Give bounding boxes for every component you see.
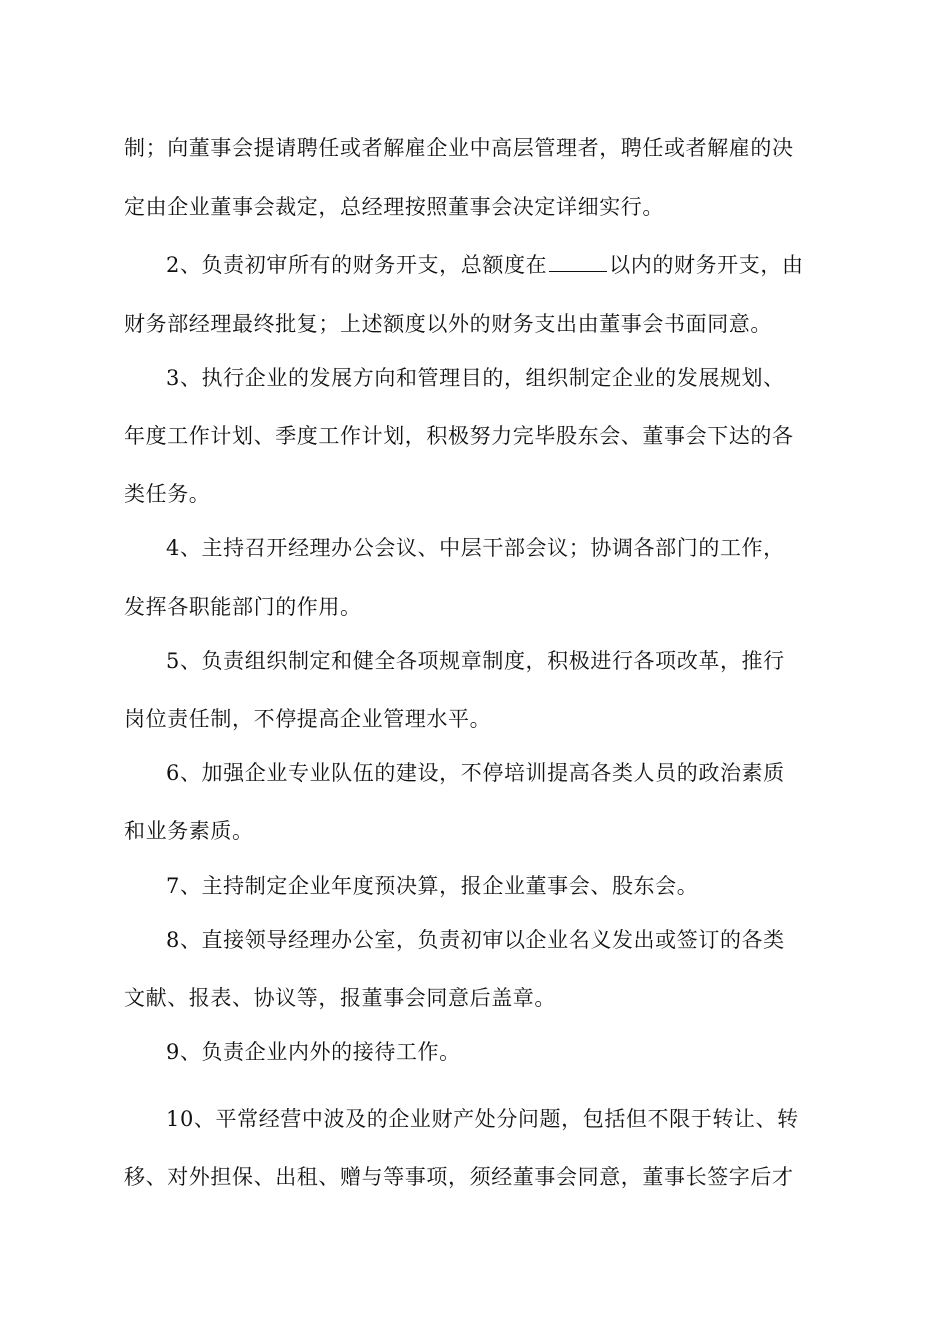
text-line: 定由企业董事会裁定，总经理按照董事会决定详细实行。 [124, 195, 664, 219]
text-line: 3、执行企业的发展方向和管理目的，组织制定企业的发展规划、 [166, 366, 785, 390]
text-fragment: 2、负责初审所有的财务开支，总额度在 [166, 253, 548, 277]
text-line: 6、加强企业专业队伍的建设，不停培训提高各类人员的政治素质 [166, 761, 785, 785]
text-line: 8、直接领导经理办公室，负责初审以企业名义发出或签订的各类 [166, 928, 785, 952]
text-line: 文献、报表、协议等，报董事会同意后盖章。 [124, 986, 556, 1010]
text-line: 移、对外担保、出租、赠与等事项，须经董事会同意，董事长签字后才 [124, 1165, 794, 1189]
text-line: 9、负责企业内外的接待工作。 [166, 1040, 461, 1064]
text-line: 和业务素质。 [124, 819, 254, 843]
text-line: 年度工作计划、季度工作计划，积极努力完毕股东会、董事会下达的各 [124, 424, 794, 448]
fill-in-blank [549, 252, 607, 272]
text-line: 5、负责组织制定和健全各项规章制度，积极进行各项改革，推行 [166, 649, 785, 673]
text-line: 财务部经理最终批复；上述额度以外的财务支出由董事会书面同意。 [124, 312, 772, 336]
paragraph-2-first-line [166, 250, 876, 280]
text-line: 制；向董事会提请聘任或者解雇企业中高层管理者，聘任或者解雇的决 [124, 136, 794, 160]
text-line: 7、主持制定企业年度预决算，报企业董事会、股东会。 [166, 874, 699, 898]
text-line: 4、主持召开经理办公会议、中层干部会议；协调各部门的工作， [166, 536, 785, 560]
text-fragment: 以内的财务开支，由 [609, 253, 804, 277]
text-line: 10、平常经营中波及的企业财产处分问题，包括但不限于转让、转 [166, 1107, 799, 1131]
text-line: 发挥各职能部门的作用。 [124, 595, 362, 619]
text-line: 岗位责任制，不停提高企业管理水平。 [124, 707, 492, 731]
text-line: 类任务。 [124, 482, 211, 506]
